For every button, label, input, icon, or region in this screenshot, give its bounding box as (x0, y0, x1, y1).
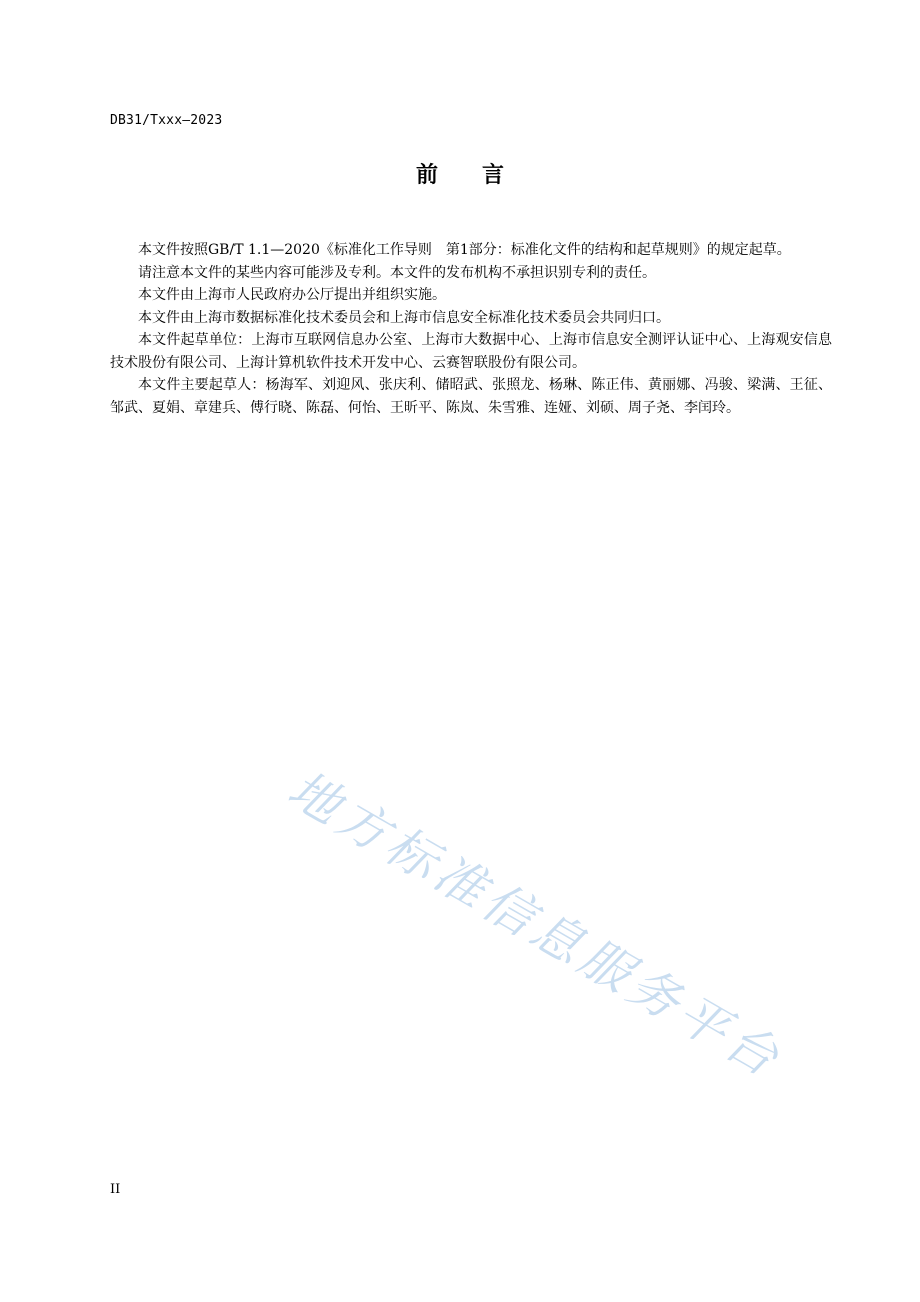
preface-body (110, 239, 832, 419)
paragraph-proposer: 本文件由上海市人民政府办公厅提出并组织实施。 (138, 287, 446, 303)
paragraph-patent-notice: 请注意本文件的某些内容可能涉及专利。本文件的发布机构不承担识别专利的责任。 (138, 264, 656, 281)
document-code: DB31/Txxx—2023 (110, 113, 223, 128)
paragraph-centralized-management: 本文件由上海市数据标准化技术委员会和上海市信息安全标准化技术委员会共同归口。 (138, 309, 670, 326)
paragraph-drafting-units: 本文件起草单位：上海市互联网信息办公室、上海市大数据中心、上海市信息安全测评认证中心、上海观安信息技术股份有限公司、上海计算机软件技术开发中心、云赛智联股份有限公司。 (110, 332, 832, 371)
watermark: 地方标准信息服务平台 (278, 759, 793, 1090)
paragraph-drafters: 本文件主要起草人：杨海军、刘迎风、张庆利、储昭武、张照龙、杨琳、陈正伟、黄丽娜、冯骏、梁满、王征、邹武、夏娟、章建兵、傅行晓、陈磊、何怡、王昕平、陈岚、朱雪雅、连娅、刘硕、周子尧、李闰玲。 (110, 377, 832, 416)
paragraph-drafting-rules: 本文件按照GB/T 1.1—2020《标准化工作导则 第1部分：标准化文件的结构和起草规则》的规定起草。 (138, 242, 791, 258)
page-number: II (110, 1182, 121, 1197)
page-title: 前言 (415, 163, 548, 188)
